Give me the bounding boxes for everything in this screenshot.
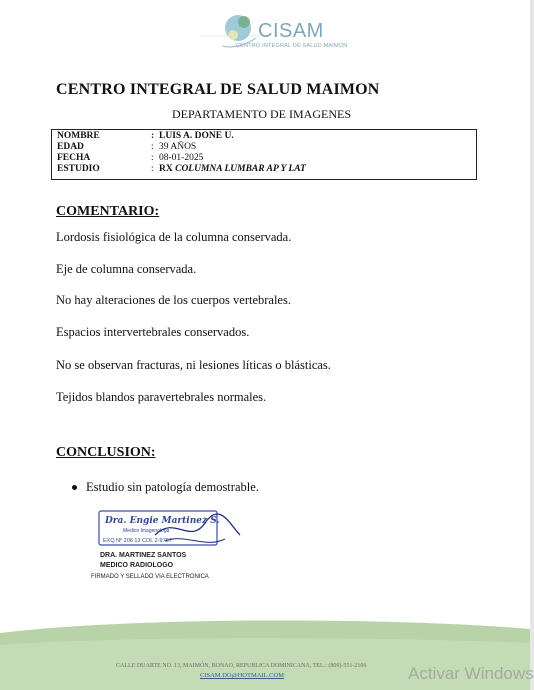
fecha-sep: : [151, 153, 154, 163]
info-row-estudio [57, 164, 306, 175]
doctor-name: DRA. MARTINEZ SANTOS [100, 552, 187, 559]
edad-sep: : [151, 142, 154, 152]
nombre-value: LUIS A. DONE U. [159, 131, 234, 141]
nombre-label: NOMBRE [57, 131, 100, 141]
patient-info-box [51, 129, 477, 180]
conclusion-heading: CONCLUSION: [56, 445, 156, 460]
comentario-heading: COMENTARIO: [56, 204, 160, 219]
fecha-value: 08-01-2025 [159, 153, 204, 163]
finding-item: Lordosis fisiológica de la columna conservada. [56, 230, 292, 244]
estudio-label: ESTUDIO [57, 164, 100, 174]
edad-value: 39 AÑOS [159, 142, 197, 152]
logo-wordmark: CISAM [258, 20, 324, 42]
doctor-role: MEDICO RADIOLOGO [100, 562, 174, 569]
bullet-icon [72, 485, 77, 490]
finding-item: Tejidos blandos paravertebrales normales. [56, 390, 267, 404]
footer-address: CALLE DUARTE NO. 13, MAIMÓN, BONAO, REPUBLICA DOMINICANA, TEL.: (809)-551-2106 [116, 663, 367, 669]
signature-block [100, 551, 186, 571]
stamp-title: Medico Imagenologa [123, 528, 170, 534]
nombre-sep: : [151, 131, 155, 141]
signature-stamp [95, 505, 245, 550]
conclusion-item [72, 480, 259, 495]
info-row-nombre [57, 131, 234, 142]
logo-tagline: CENTRO INTEGRAL DE SALUD MAIMON [236, 43, 348, 49]
department-name: DEPARTAMENTO DE IMAGENES [172, 107, 351, 121]
estudio-value: COLUMNA LUMBAR AP Y LAT [175, 164, 306, 174]
finding-item: No hay alteraciones de los cuerpos vertebrales. [56, 293, 291, 307]
signature-note: FIRMADO Y SELLADO VIA ELECTRONICA [91, 574, 209, 580]
edad-label: EDAD [57, 142, 84, 152]
finding-item: No se observan fracturas, ni lesiones líticas o blásticas. [56, 358, 331, 372]
conclusion-text: Estudio sin patología demostrable. [86, 480, 259, 494]
report-title: CENTRO INTEGRAL DE SALUD MAIMON [56, 81, 380, 98]
activation-watermark: Activar Windows [408, 664, 534, 683]
footer-email[interactable]: CISAM.DO@HOTMAIL.COM [200, 672, 284, 679]
finding-item: Espacios intervertebrales conservados. [56, 325, 250, 339]
finding-item: Eje de columna conservada. [56, 262, 197, 276]
info-row-edad [57, 142, 196, 153]
stamp-name: Dra. Engie Martinez S. [105, 516, 220, 526]
estudio-sep: : [151, 164, 154, 174]
info-row-fecha [57, 153, 203, 164]
stamp-exq: EXQ Nº 206 13 COL 2-9757 [103, 538, 172, 544]
estudio-prefix: RX [159, 164, 173, 174]
fecha-label: FECHA [57, 153, 91, 163]
page-edge [530, 0, 534, 690]
